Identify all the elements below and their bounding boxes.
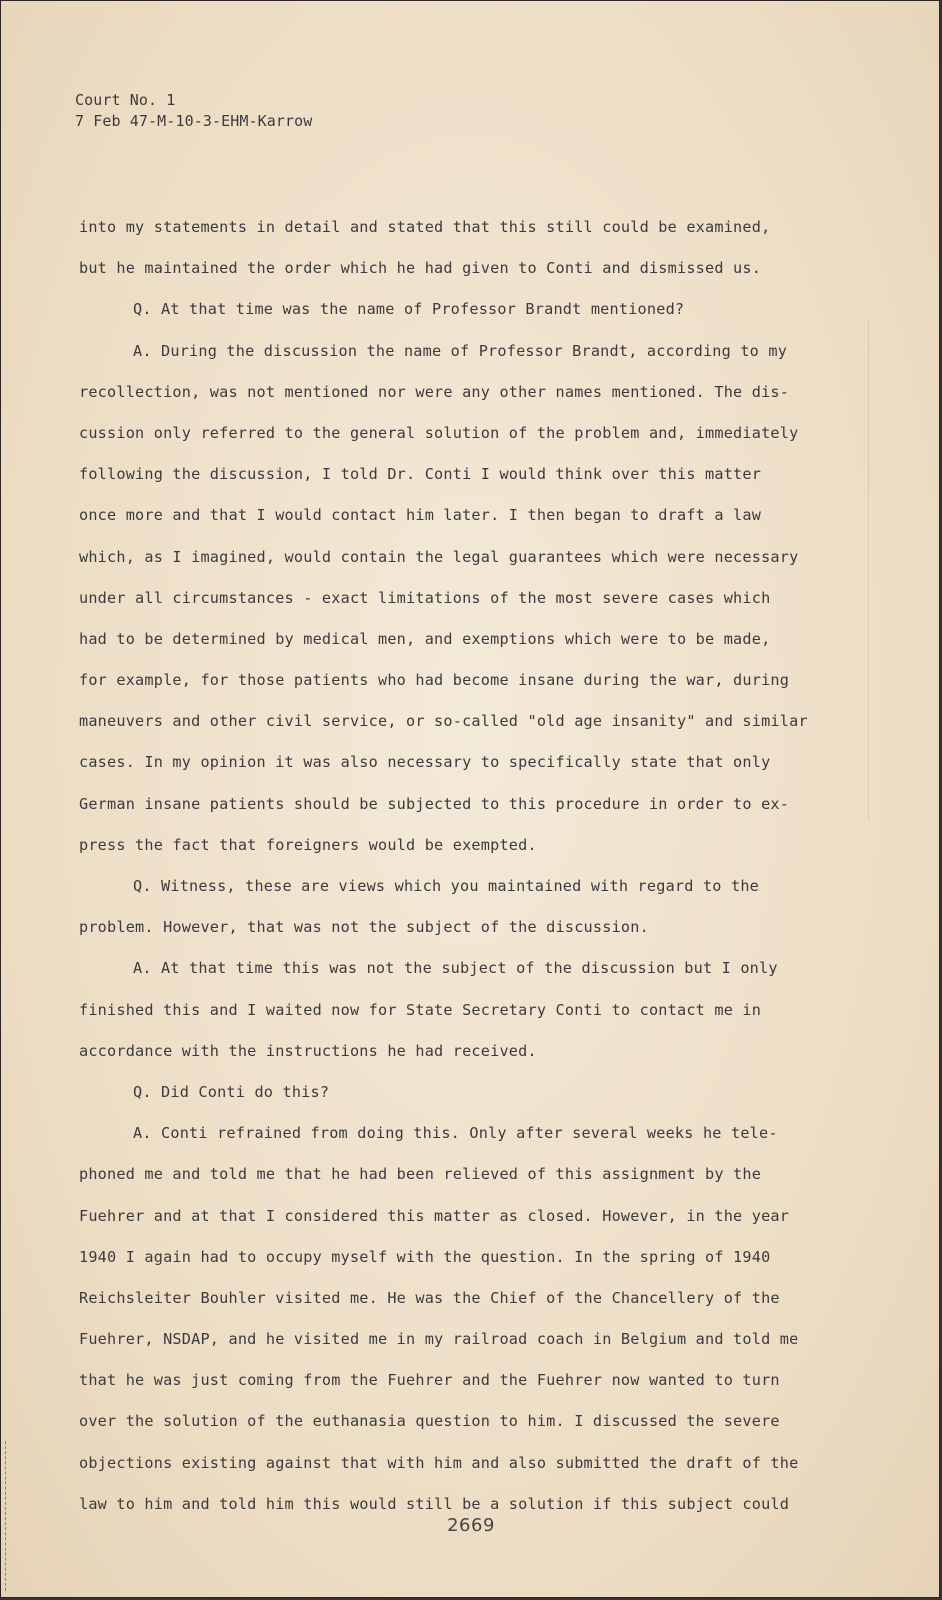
- transcript-line: following the discussion, I told Dr. Conti I would think over this matter: [79, 465, 762, 484]
- page-number: 2669: [447, 1515, 495, 1536]
- transcript-line: Fuehrer, NSDAP, and he visited me in my railroad coach in Belgium and told me: [79, 1330, 799, 1349]
- transcript-line: that he was just coming from the Fuehrer and the Fuehrer now wanted to turn: [79, 1371, 780, 1390]
- transcript-line: Fuehrer and at that I considered this matter as closed. However, in the year: [79, 1206, 790, 1225]
- transcript-line: objections existing against that with him and also submitted the draft of the: [79, 1453, 799, 1472]
- transcript-line: finished this and I waited now for State Secretary Conti to contact me in: [79, 1000, 762, 1019]
- transcript-line: had to be determined by medical men, and exemptions which were to be made,: [79, 629, 771, 648]
- transcript-line: which, as I imagined, would contain the legal guarantees which were necessary: [79, 547, 799, 566]
- transcript-line: Reichsleiter Bouhler visited me. He was the Chief of the Chancellery of the: [79, 1288, 780, 1307]
- transcript-line: phoned me and told me that he had been relieved of this assignment by the: [79, 1165, 762, 1184]
- transcript-line: accordance with the instructions he had received.: [79, 1041, 537, 1060]
- transcript-line: maneuvers and other civil service, or so-called "old age insanity" and similar: [79, 712, 808, 731]
- transcript-line: 1940 I again had to occupy myself with the question. In the spring of 1940: [79, 1247, 771, 1266]
- transcript-line: A. At that time this was not the subject of the discussion but I only: [133, 959, 778, 978]
- transcript-line: for example, for those patients who had become insane during the war, during: [79, 671, 790, 690]
- transcript-line: law to him and told him this would still be a solution if this subject could: [79, 1494, 790, 1513]
- transcript-line: Q. At that time was the name of Professor Brandt mentioned?: [133, 300, 685, 319]
- transcript-line: under all circumstances - exact limitations of the most severe cases which: [79, 588, 771, 607]
- binding-edge: [5, 1441, 12, 1591]
- transcript-line: press the fact that foreigners would be exempted.: [79, 835, 537, 854]
- transcript-line: A. During the discussion the name of Professor Brandt, according to my: [133, 341, 788, 360]
- transcript-body: [79, 207, 879, 1525]
- transcript-line: Q. Did Conti do this?: [133, 1082, 330, 1101]
- transcript-line: recollection, was not mentioned nor were any other names mentioned. The dis-: [79, 382, 790, 401]
- transcript-line: into my statements in detail and stated that this still could be examined,: [79, 218, 771, 236]
- court-number: Court No. 1: [75, 91, 176, 109]
- transcript-line: once more and that I would contact him later. I then began to draft a law: [79, 506, 762, 525]
- document-reference: 7 Feb 47-M-10-3-EHM-Karrow: [75, 112, 313, 130]
- transcript-line: German insane patients should be subjected to this procedure in order to ex-: [79, 794, 790, 813]
- margin-marks: [858, 321, 869, 821]
- transcript-line: cases. In my opinion it was also necessary to specifically state that only: [79, 753, 771, 772]
- transcript-line: problem. However, that was not the subject of the discussion.: [79, 918, 649, 937]
- transcript-line: A. Conti refrained from doing this. Only after several weeks he tele-: [133, 1124, 778, 1143]
- transcript-line: but he maintained the order which he had given to Conti and dismissed us.: [79, 259, 762, 278]
- transcript-line: over the solution of the euthanasia question to him. I discussed the severe: [79, 1412, 780, 1431]
- transcript-line: Q. Witness, these are views which you maintained with regard to the: [133, 877, 760, 895]
- document-header: [75, 90, 312, 132]
- transcript-line: cussion only referred to the general solution of the problem and, immediately: [79, 423, 799, 442]
